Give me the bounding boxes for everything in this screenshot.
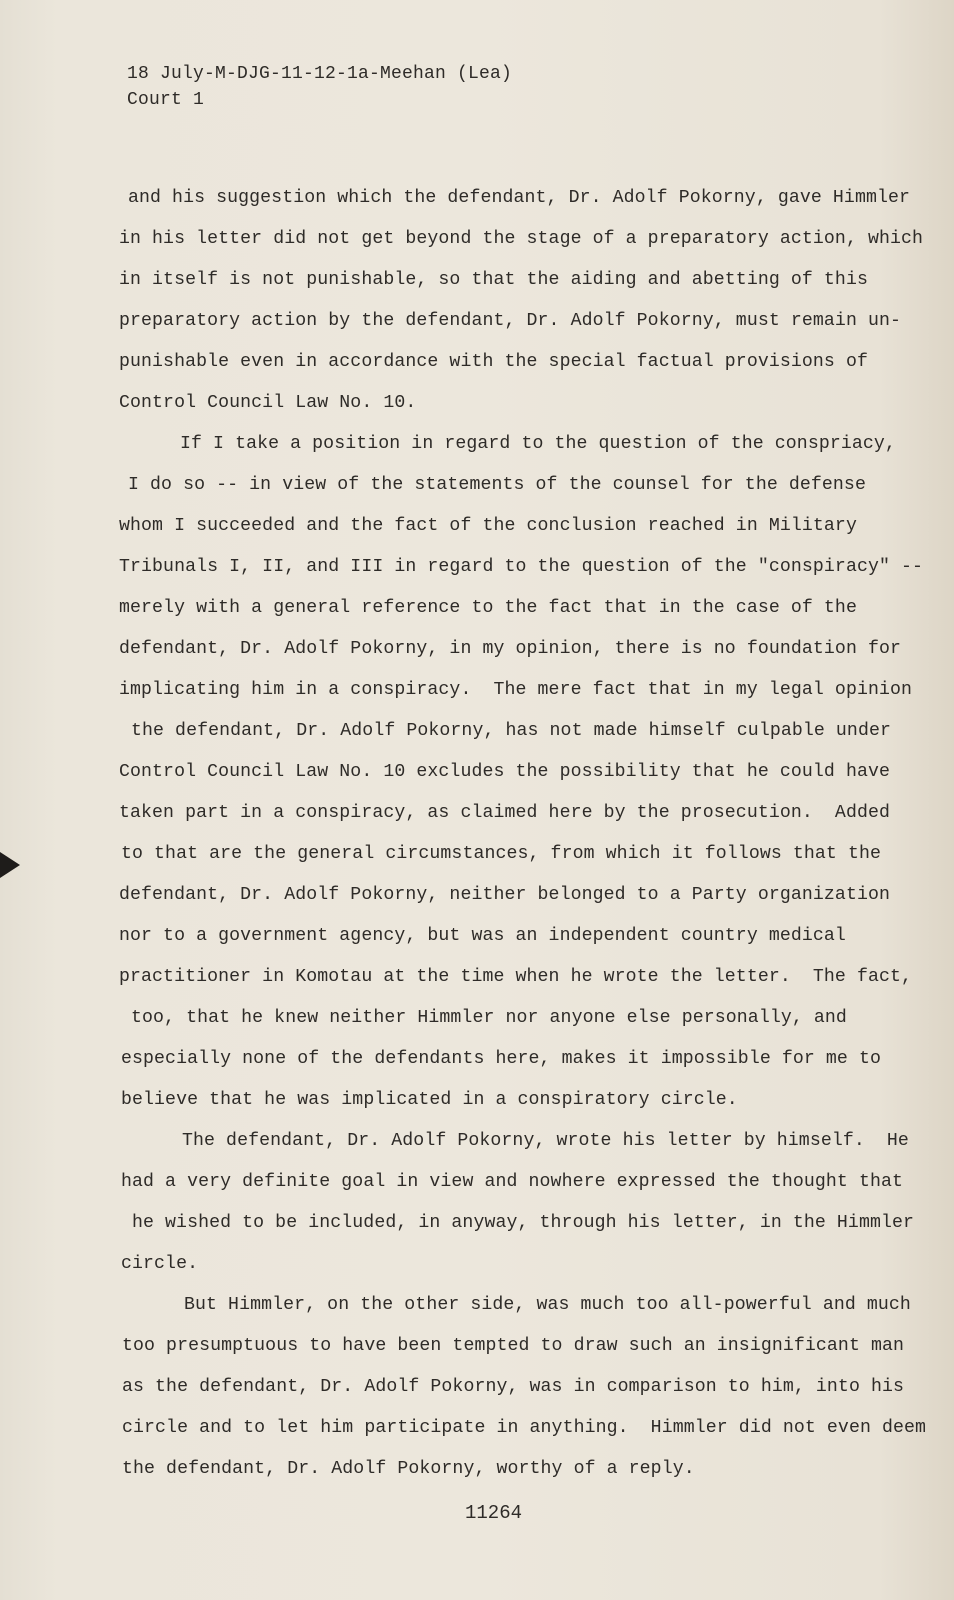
body-line: Control Council Law No. 10. [119,393,417,413]
body-line: he wished to be included, in anyway, through his letter, in the Himmler [132,1213,915,1233]
body-line: practitioner in Komotau at the time when he wrote the letter. The fact, [119,967,913,987]
body-line: Tribunals I, II, and III in regard to the question of the "conspiracy" -- [119,557,924,577]
body-line: The defendant, Dr. Adolf Pokorny, wrote his letter by himself. He [182,1131,909,1151]
header-reference: 18 July-M-DJG-11-12-1a-Meehan (Lea) [127,64,513,84]
body-line: defendant, Dr. Adolf Pokorny, neither belonged to a Party organization [119,885,890,905]
body-line: But Himmler, on the other side, was much too all-powerful and much [184,1295,911,1315]
body-line: the defendant, Dr. Adolf Pokorny, has not made himself culpable under [131,721,891,741]
body-line: believe that he was implicated in a conspiratory circle. [121,1090,738,1110]
header-court: Court 1 [127,90,205,110]
body-line: implicating him in a conspiracy. The mere fact that in my legal opinion [119,680,913,700]
body-line: punishable even in accordance with the special factual provisions of [119,352,868,372]
body-line: circle. [121,1254,199,1274]
body-line: in his letter did not get beyond the stage of a preparatory action, which [119,229,924,249]
body-line: too presumptuous to have been tempted to draw such an insignificant man [122,1336,905,1356]
body-line: and his suggestion which the defendant, Dr. Adolf Pokorny, gave Himmler [128,188,911,208]
body-line: whom I succeeded and the fact of the conclusion reached in Military [119,516,857,536]
body-line: preparatory action by the defendant, Dr. Adolf Pokorny, must remain un- [119,311,902,331]
body-line: to that are the general circumstances, from which it follows that the [121,844,881,864]
body-line: circle and to let him participate in anything. Himmler did not even deem [122,1418,927,1438]
body-line: especially none of the defendants here, makes it impossible for me to [121,1049,881,1069]
body-line: nor to a government agency, but was an independent country medical [119,926,846,946]
body-line: Control Council Law No. 10 excludes the possibility that he could have [119,762,890,782]
body-line: If I take a position in regard to the question of the conspriacy, [180,434,896,454]
body-line: the defendant, Dr. Adolf Pokorny, worthy of a reply. [122,1459,695,1479]
body-line: too, that he knew neither Himmler nor anyone else personally, and [131,1008,847,1028]
body-line: I do so -- in view of the statements of the counsel for the defense [128,475,866,495]
body-line: as the defendant, Dr. Adolf Pokorny, was in comparison to him, into his [122,1377,905,1397]
body-line: defendant, Dr. Adolf Pokorny, in my opinion, there is no foundation for [119,639,902,659]
body-line: had a very definite goal in view and nowhere expressed the thought that [121,1172,904,1192]
page-number: 11264 [465,1502,523,1524]
body-line: merely with a general reference to the fact that in the case of the [119,598,857,618]
body-line: in itself is not punishable, so that the aiding and abetting of this [119,270,868,290]
document-header [127,61,512,113]
body-line: taken part in a conspiracy, as claimed here by the prosecution. Added [119,803,890,823]
page-edge-mark [0,852,20,878]
